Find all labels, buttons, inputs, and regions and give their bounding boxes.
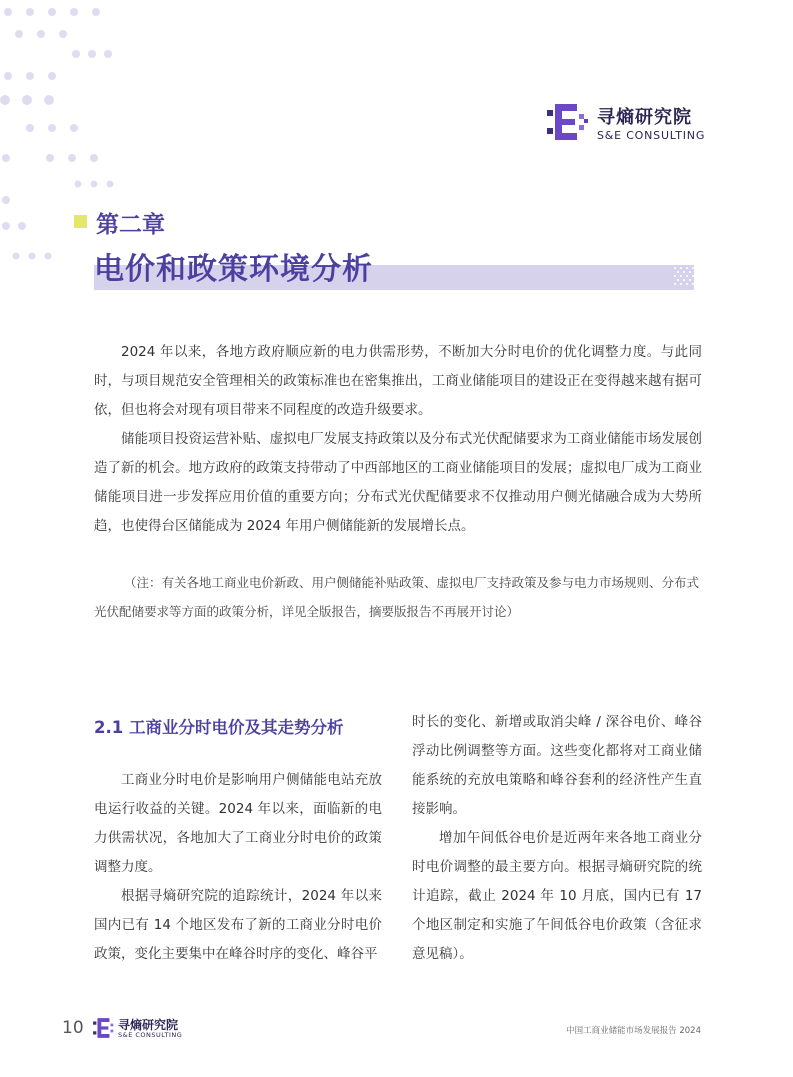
intro-note [94,568,702,626]
footer-logo-icon [92,1017,116,1039]
title-band-pattern [672,265,700,290]
footer-brand-en: S&E CONSULTING [118,1031,183,1039]
header-logo [545,102,705,146]
body-paragraph: 增加午间低谷电价是近两年来各地工商业分时电价调整的最主要方向。根据寻熵研究院的统计追踪，截止 2024 年 10 月底，国内已有 17 个地区制定和实施了午间低谷电价政策（含征求意见稿）。 [412,830,702,962]
section-title: 2.1 工商业分时电价及其走势分析 [94,718,344,737]
body-paragraph-continued: 时长的变化、新增或取消尖峰 / 深谷电价、峰谷浮动比例调整等方面。这些变化都将对工商业储能系统的充放电策略和峰谷套利的经济性产生直接影响。 [412,714,702,817]
left-column [94,766,382,969]
footer-report-title: 中国工商业储能市场发展报告 2024 [566,1026,701,1036]
chapter-title: 电价和政策环境分析 [94,252,373,287]
note-text: （注：有关各地工商业电价新政、用户侧储能补贴政策、虚拟电厂支持政策及参与电力市场规则、分布式光伏配储要求等方面的政策分析，详见全版报告，摘要版报告不再展开讨论） [94,575,700,619]
footer-brand-cn: 寻熵研究院 [118,1018,179,1032]
body-paragraph: 工商业分时电价是影响用户侧储能电站充放电运行收益的关键。2024 年以来，面临新的电力供需状况，各地加大了工商业分时电价的政策调整力度。 [94,772,382,875]
intro-text [94,338,702,541]
body-paragraph: 根据寻熵研究院的追踪统计，2024 年以来国内已有 14 个地区发布了新的工商业分时电价政策，变化主要集中在峰谷时序的变化、峰谷平 [94,888,382,962]
chapter-marker [74,215,87,228]
brand-name-cn: 寻熵研究院 [597,107,692,128]
page-number: 10 [62,1018,84,1038]
chapter-label: 第二章 [96,212,165,238]
se-logo-icon [545,102,589,142]
intro-paragraph: 储能项目投资运营补贴、虚拟电厂发展支持政策以及分布式光伏配储要求为工商业储能市场发展创造了新的机会。地方政府的政策支持带动了中西部地区的工商业储能项目的发展；虚拟电厂成为工商业储能项目进一步发挥应用价值的重要方向；分布式光伏配储要求不仅推动用户侧光储融合成为大势所趋，也使得台区储能成为 2024 年用户侧储能新的发展增长点。 [94,431,702,534]
intro-paragraph: 2024 年以来，各地方政府顺应新的电力供需形势，不断加大分时电价的优化调整力度。与此同时，与项目规范安全管理相关的政策标准也在密集推出，工商业储能项目的建设正在变得越来越有据可依，但也将会对现有项目带来不同程度的改造升级要求。 [94,344,702,418]
right-column [412,708,702,969]
brand-name-en: S&E CONSULTING [597,129,706,142]
